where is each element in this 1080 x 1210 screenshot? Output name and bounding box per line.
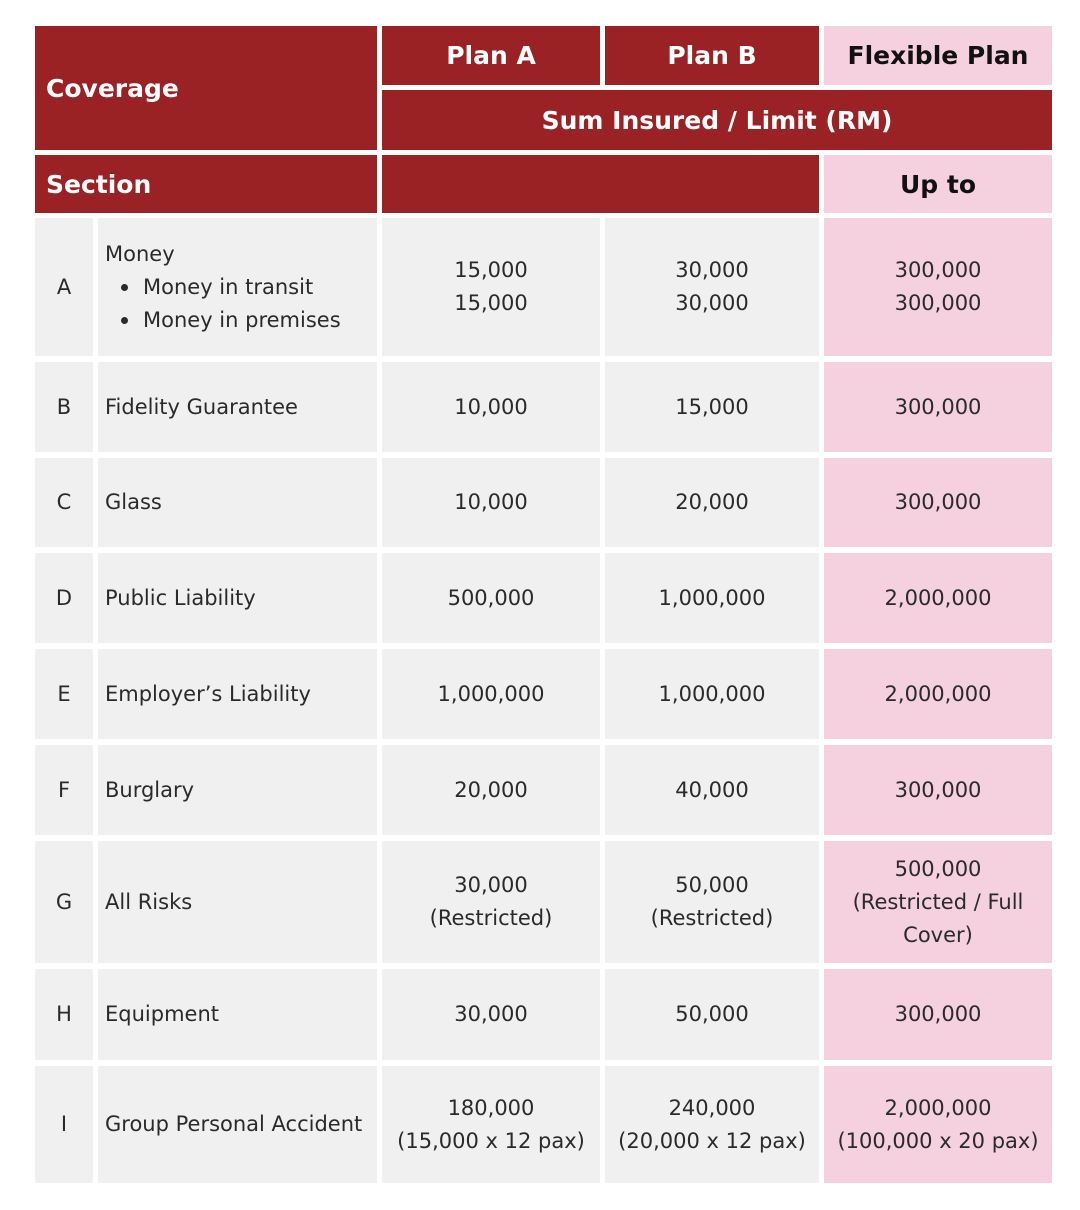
up-to-header-label: Up to (899, 169, 977, 199)
plan-a-value: 15,000 15,000 (382, 218, 600, 356)
row-coverage: Equipment (98, 969, 377, 1060)
flexible-value: 2,000,000 (824, 553, 1052, 643)
flexible-value: 300,000 (824, 362, 1052, 452)
plan-a-value: 10,000 (382, 362, 600, 452)
plan-b-value: 240,000 (20,000 x 12 pax) (605, 1066, 819, 1183)
row-coverage: Glass (98, 458, 377, 547)
row-letter: B (35, 362, 93, 452)
row-coverage: All Risks (98, 841, 377, 963)
plan-b-value: 40,000 (605, 745, 819, 835)
plan-a-value: 30,000 (382, 969, 600, 1060)
plan-a-header-label: Plan A (446, 41, 536, 70)
row-coverage: Fidelity Guarantee (98, 362, 377, 452)
plan-b-value: 1,000,000 (605, 553, 819, 643)
plan-b-header-label: Plan B (667, 41, 757, 70)
flexible-plan-header (824, 26, 1052, 85)
flexible-value: 300,000 300,000 (824, 218, 1052, 356)
row-letter: C (35, 458, 93, 547)
plan-b-value: 1,000,000 (605, 649, 819, 739)
row-coverage: Employer’s Liability (98, 649, 377, 739)
sum-insured-header-label: Sum Insured / Limit (RM) (541, 105, 893, 135)
plan-a-value: 10,000 (382, 458, 600, 547)
flexible-plan-header-label: Flexible Plan (847, 41, 1029, 70)
section-header-label: Section (46, 169, 152, 199)
row-coverage: Group Personal Accident (98, 1066, 377, 1183)
plan-a-value: 20,000 (382, 745, 600, 835)
plan-b-value: 50,000 (605, 969, 819, 1060)
bullet-icon (121, 317, 128, 324)
plan-b-value: 15,000 (605, 362, 819, 452)
coverage-name: Money (105, 241, 175, 266)
flexible-value: 300,000 (824, 458, 1052, 547)
row-letter: G (35, 841, 93, 963)
plan-a-header (382, 26, 600, 85)
row-letter: I (35, 1066, 93, 1183)
list-item: Money in transit (105, 271, 341, 304)
plan-b-header (605, 26, 819, 85)
plan-b-value: 20,000 (605, 458, 819, 547)
row-letter: A (35, 218, 93, 356)
plan-a-value: 30,000 (Restricted) (382, 841, 600, 963)
flexible-value: 500,000 (Restricted / Full Cover) (824, 841, 1052, 963)
plan-b-value: 50,000 (Restricted) (605, 841, 819, 963)
coverage-header-label: Coverage (46, 73, 179, 103)
list-item: Money in premises (105, 304, 341, 337)
plan-b-value: 30,000 30,000 (605, 218, 819, 356)
row-letter: F (35, 745, 93, 835)
row-letter: D (35, 553, 93, 643)
sum-insured-header (382, 90, 1052, 150)
flexible-value: 300,000 (824, 969, 1052, 1060)
flexible-value: 300,000 (824, 745, 1052, 835)
bullet-icon (121, 284, 128, 291)
flexible-value: 2,000,000 (824, 649, 1052, 739)
flexible-value: 2,000,000 (100,000 x 20 pax) (824, 1066, 1052, 1183)
row-letter: H (35, 969, 93, 1060)
coverage-header (35, 26, 377, 150)
row-coverage: Burglary (98, 745, 377, 835)
row-coverage (98, 218, 377, 356)
plan-a-value: 500,000 (382, 553, 600, 643)
section-header-blank (382, 155, 819, 213)
plan-a-value: 1,000,000 (382, 649, 600, 739)
section-header (35, 155, 377, 213)
up-to-header (824, 155, 1052, 213)
row-coverage: Public Liability (98, 553, 377, 643)
plan-a-value: 180,000 (15,000 x 12 pax) (382, 1066, 600, 1183)
row-letter: E (35, 649, 93, 739)
